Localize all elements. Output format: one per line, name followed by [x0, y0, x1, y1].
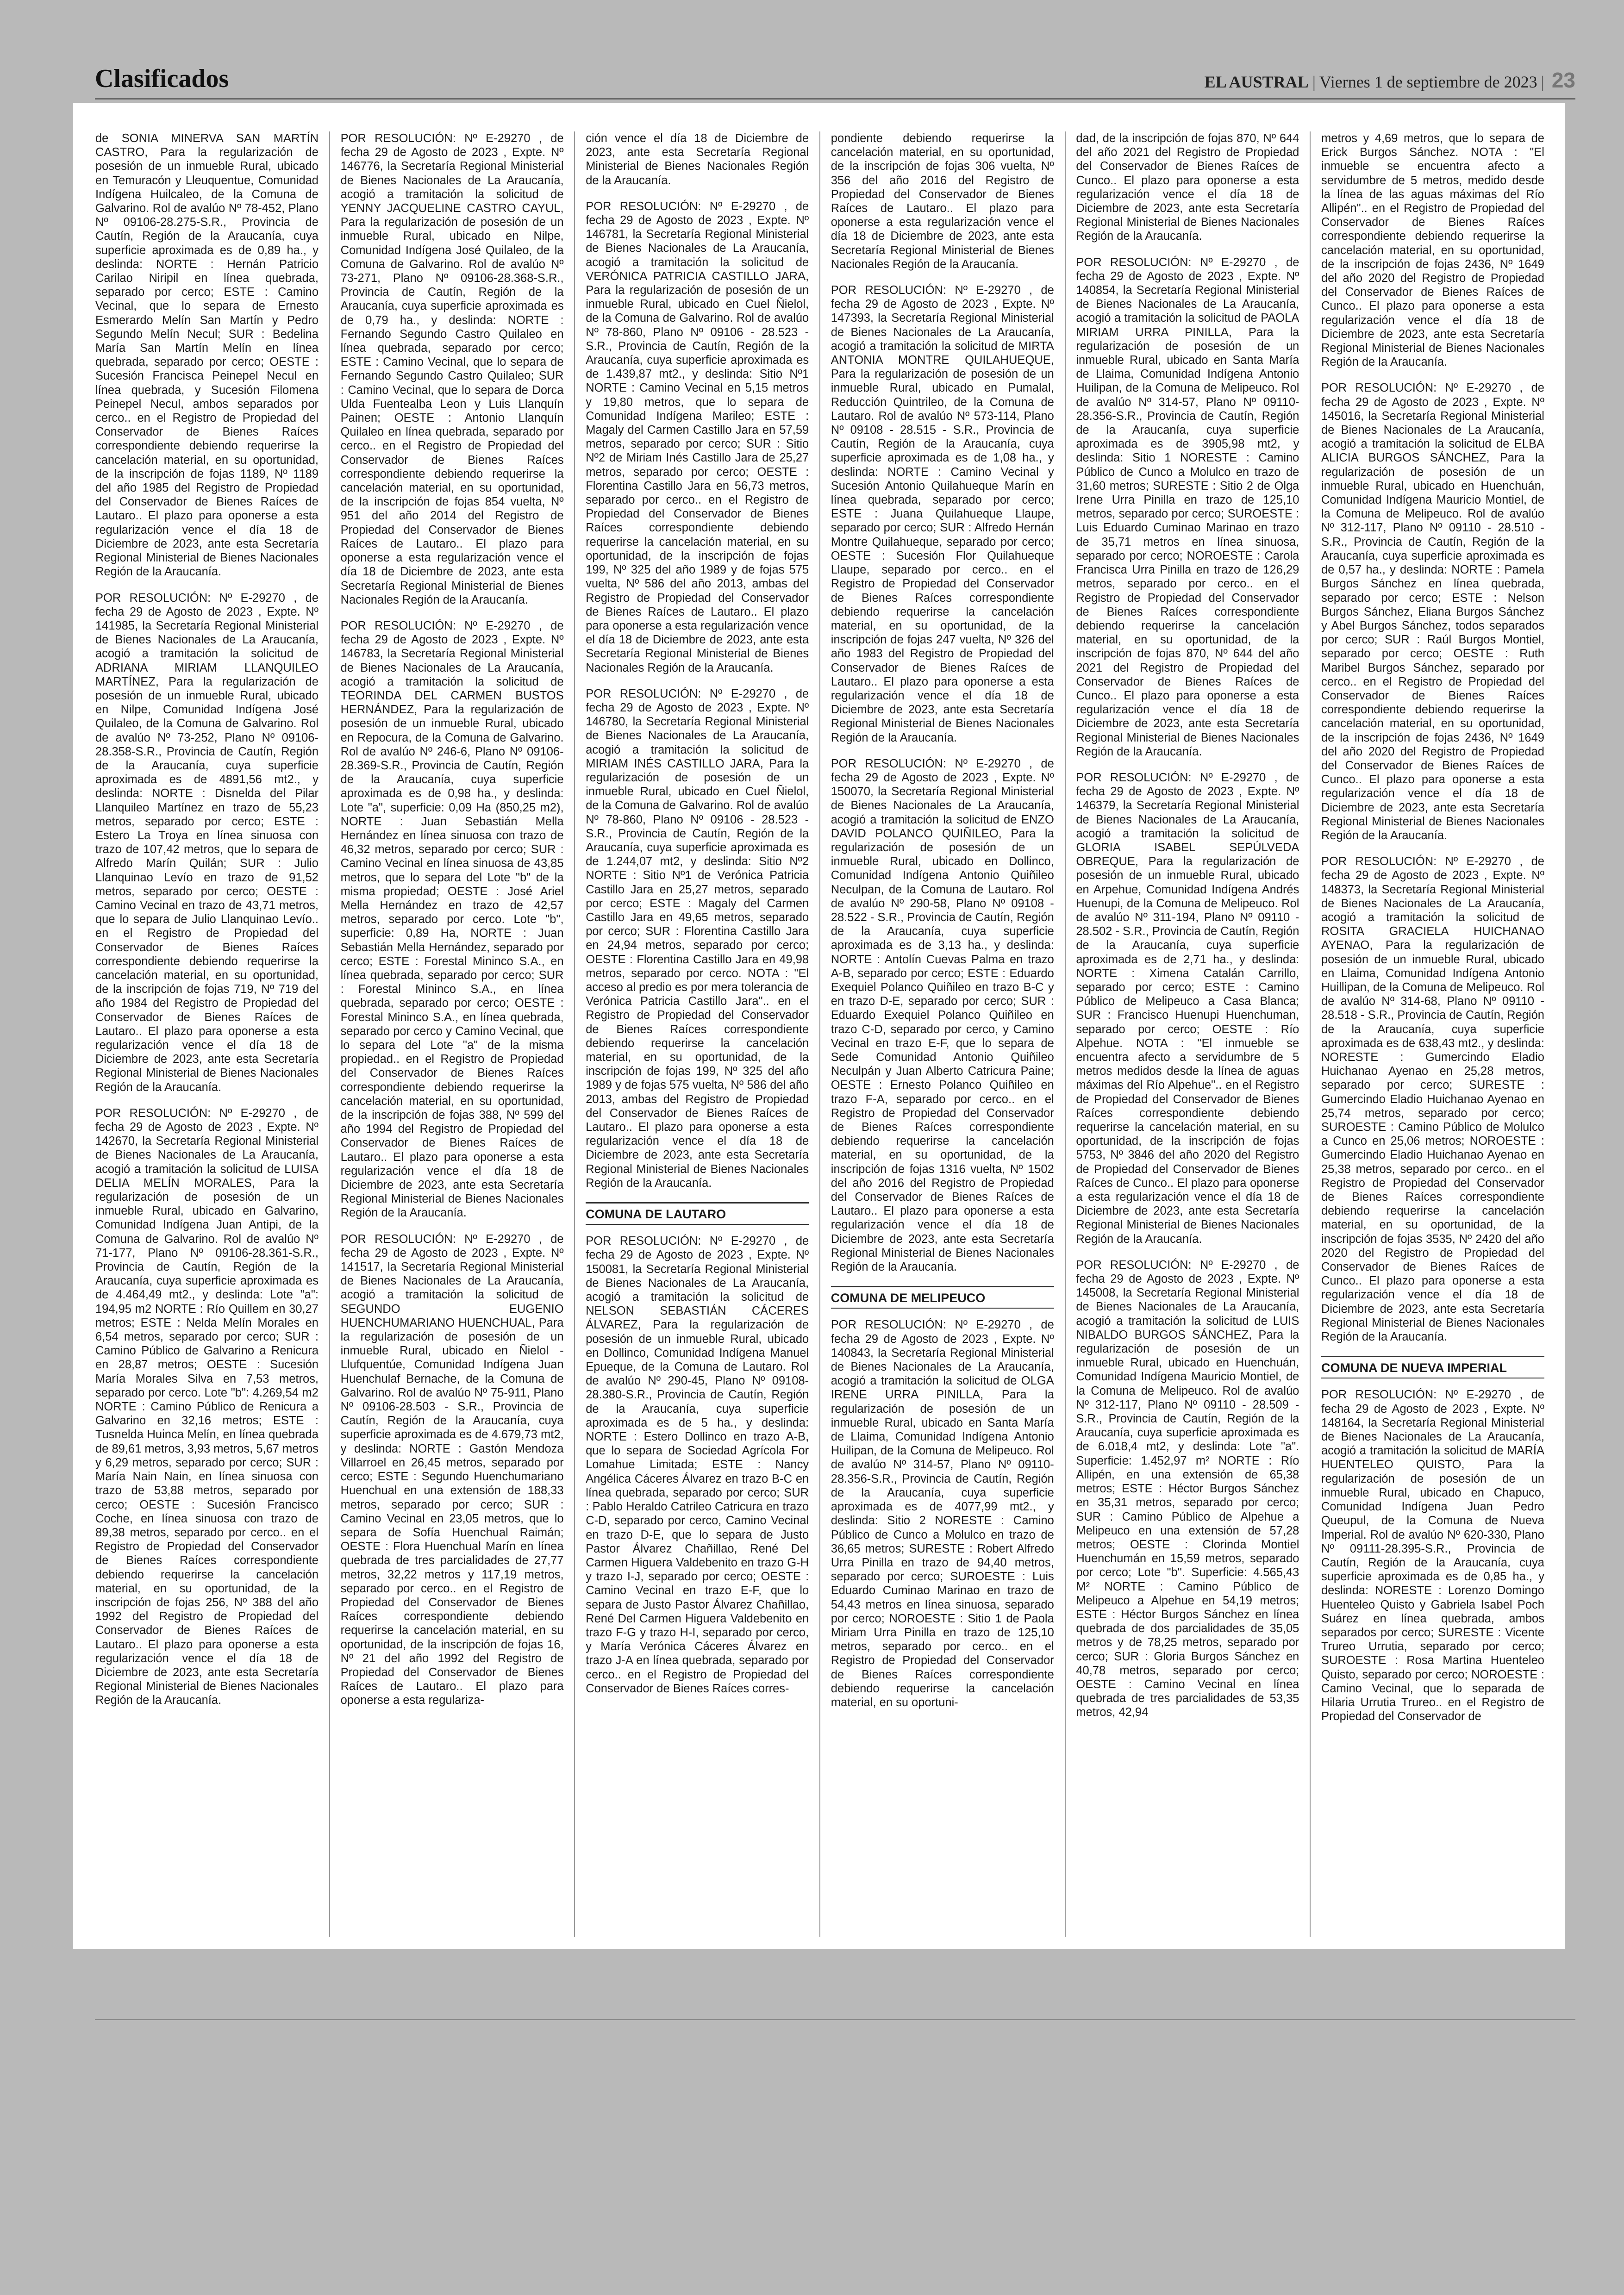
columns-container [95, 131, 1544, 1937]
issue-date: Viernes 1 de septiembre de 2023 [1319, 73, 1537, 91]
legal-notice: POR RESOLUCIÓN: Nº E-29270 , de fecha 29 de Agosto de 2023 , Expte. Nº 140854, la Secretaría Regional Ministerial de Bienes Nacionales de La Araucanía, acogió a tramitación la solicitud de PAOLA MIRIAM URRA PINILLA, Para la regularización de posesión de un inmueble Rural, ubicado en Santa María de Llaima, Comunidad Indígena Antonio Huilipan, de la Comuna de Melipeuco. Rol de avalúo Nº 314-57, Plano Nº 09110-28.356-S.R., Provincia de Cautín, Región de la Araucanía, cuya superficie aproximada es de 3905,98 mt2, y deslinda: Sitio 1 NORESTE : Camino Público de Cunco a Molulco en trazo de 31,60 metros; SURESTE : Sitio 2 de Olga Irene Urra Pinilla en trazo de 125,10 metros, separado por cerco; SUROESTE : Luis Eduardo Cuminao Marinao en trazo de 35,71 metros en línea sinuosa, separado por cerco; NOROESTE : Carola Francisca Urra Pinilla en trazo de 126,29 metros, separado por cerco.. en el Registro de Propiedad del Conservador de Bienes Raíces correspondiente debiendo requerirse la cancelación material, en su oportunidad, de la inscripción de fojas 870, Nº 644 del año 2021 del Registro de Propiedad del Conservador de Bienes Raíces de Cunco.. El plazo para oponerse a esta regularización vence el día 18 de Diciembre de 2023, ante esta Secretaría Regional Ministerial de Bienes Nacionales Región de la Araucanía. [1076, 256, 1299, 758]
legal-notice: POR RESOLUCIÓN: Nº E-29270 , de fecha 29 de Agosto de 2023 , Expte. Nº 145016, la Secretaría Regional Ministerial de Bienes Nacionales de La Araucanía, acogió a tramitación la solicitud de ELBA ALICIA BURGOS SÁNCHEZ, Para la regularización de posesión de un inmueble Rural, ubicado en Huenchuán, Comunidad Indígena Mauricio Montiel, de la Comuna de Melipeuco. Rol de avalúo Nº 312-117, Plano Nº 09110 - 28.510 - S.R., Provincia de Cautín, Región de la Araucanía, cuya superficie aproximada es de 0,57 ha., y deslinda: NORTE : Pamela Burgos Sánchez en línea quebrada, separado por cerco; ESTE : Nelson Burgos Sánchez, Eliana Burgos Sánchez y Abel Burgos Sánchez, todos separados por cerco; SUR : Raúl Burgos Montiel, separado por cerco; OESTE : Ruth Maribel Burgos Sánchez, separado por cerco.. en el Registro de Propiedad del Conservador de Bienes Raíces correspondiente debiendo requerirse la cancelación material, en su oportunidad, de la inscripción de fojas 2436, Nº 1649 del año 2020 del Registro de Propiedad del Conservador de Bienes Raíces de Cunco.. El plazo para oponerse a esta regularización vence el día 18 de Diciembre de 2023, ante esta Secretaría Regional Ministerial de Bienes Nacionales Región de la Araucanía. [1321, 381, 1544, 842]
legal-notice: POR RESOLUCIÓN: Nº E-29270 , de fecha 29 de Agosto de 2023 , Expte. Nº 141517, la Secretaría Regional Ministerial de Bienes Nacionales de La Araucanía, acogió a tramitación la solicitud de SEGUNDO EUGENIO HUENCHUMARIANO HUENCHUAL, Para la regularización de posesión de un inmueble Rural, ubicado en Ñielol - Llufquentúe, Comunidad Indígena Juan Huenchulaf Bernache, de la Comuna de Galvarino. Rol de avalúo Nº 75-911, Plano Nº 09106-28.503 - S.R., Provincia de Cautín, Región de la Araucanía, cuya superficie aproximada es de 4.679,73 mt2, y deslinda: NORTE : Gastón Mendoza Villarroel en 26,45 metros, separado por cerco; ESTE : Segundo Huenchumariano Huenchual en una extensión de 188,33 metros, separado por cerco; SUR : Camino Vecinal en 23,05 metros, que lo separa de Sofía Huenchual Raimán; OESTE : Flora Huenchual Marín en línea quebrada de tres parcialidades de 27,77 metros, 32,22 metros y 117,19 metros, separado por cerco.. en el Registro de Propiedad del Conservador de Bienes Raíces correspondiente debiendo requerirse la cancelación material, en su oportunidad, de la inscripción de fojas 16, Nº 21 del año 1992 del Registro de Propiedad del Conservador de Bienes Raíces de Lautaro.. El plazo para oponerse a esta regulariza- [340, 1232, 564, 1707]
column-divider [1065, 131, 1066, 1937]
legal-notice: POR RESOLUCIÓN: Nº E-29270 , de fecha 29 de Agosto de 2023 , Expte. Nº 150081, la Secretaría Regional Ministerial de Bienes Nacionales de La Araucanía, acogió a tramitación la solicitud de NELSON SEBASTIÁN CÁCERES ÁLVAREZ, Para la regularización de posesión de un inmueble Rural, ubicado en Dollinco, Comunidad Indígena Manuel Epueque, de la Comuna de Lautaro. Rol de avalúo Nº 290-45, Plano Nº 09108-28.380-S.R., Provincia de Cautín, Región de la Araucanía, cuya superficie aproximada es de 5 ha., y deslinda: NORTE : Estero Dollinco en trazo A-B, que lo separa de Sociedad Agrícola For Lomahue Limitada; ESTE : Nancy Angélica Cáceres Álvarez en trazo B-C en línea quebrada, separado por cerco; SUR : Pablo Heraldo Catrileo Catricura en trazo C-D, separado por cerco, Camino Vecinal en trazo D-E, que lo separa de Justo Pastor Álvarez Chañillao, René Del Carmen Higuera Valdebenito en trazo G-H y trazo I-J, separado por cerco; OESTE : Camino Vecinal en trazo E-F, que lo separa de Justo Pastor Álvarez Chañillao, René Del Carmen Higuera Valdebenito en trazo F-G y trazo H-I, separado por cerco, y María Verónica Cáceres Álvarez en trazo J-A en línea quebrada, separado por cerco.. en el Registro de Propiedad del Conservador de Bienes Raíces corres- [586, 1235, 809, 1695]
legal-notice: POR RESOLUCIÓN: Nº E-29270 , de fecha 29 de Agosto de 2023 , Expte. Nº 141985, la Secretaría Regional Ministerial de Bienes Nacionales de La Araucanía, acogió a tramitación la solicitud de ADRIANA MIRIAM LLANQUILEO MARTÍNEZ, Para la regularización de posesión de un inmueble Rural, ubicado en Nilpe, Comunidad Indígena José Quilaleo, de la Comuna de Galvarino. Rol de avalúo Nº 73-252, Plano Nº 09106-28.358-S.R., Provincia de Cautín, Región de la Araucanía, cuya superficie aproximada es de 4891,56 mt2., y deslinda: NORTE : Disnelda del Pilar Llanquileo Martínez en trazo de 55,23 metros, separado por cerco; ESTE : Estero La Troya en línea sinuosa con trazo de 107,42 metros, que lo separa de Alfredo Marín Quilán; SUR : Julio Llanquinao Levío en trazo de 91,52 metros, separado por cerco; OESTE : Camino Vecinal en trazo de 43,71 metros, que lo separa de Julio Llanquinao Levío.. en el Registro de Propiedad del Conservador de Bienes Raíces correspondiente debiendo requerirse la cancelación material, en su oportunidad, de la inscripción de fojas 719, Nº 719 del año 1984 del Registro de Propiedad del Conservador de Bienes Raíces de Lautaro.. El plazo para oponerse a esta regularización vence el día 18 de Diciembre de 2023, ante esta Secretaría Regional Ministerial de Bienes Nacionales Región de la Araucanía. [95, 591, 319, 1094]
text-column [586, 131, 809, 1937]
bottom-rule [95, 2019, 1575, 2020]
column-divider [819, 131, 820, 1937]
newspaper-brand: EL AUSTRAL [1204, 73, 1309, 91]
column-divider [1310, 131, 1311, 1937]
comuna-heading: COMUNA DE MELIPEUCO [831, 1286, 1054, 1309]
text-column [95, 131, 319, 1937]
legal-notice: POR RESOLUCIÓN: Nº E-29270 , de fecha 29 de Agosto de 2023 , Expte. Nº 146780, la Secretaría Regional Ministerial de Bienes Nacionales de La Araucanía, acogió a tramitación la solicitud de MIRIAM INÉS CASTILLO JARA, Para la regularización de posesión de un inmueble Rural, ubicado en Cuel Ñielol, de la Comuna de Galvarino. Rol de avalúo Nº 78-860, Plano Nº 09106 - 28.523 - S.R., Provincia de Cautín, Región de la Araucanía, cuya superficie aproximada es de 1.244,07 mt2, y deslinda: Sitio Nº2 NORTE : Sitio Nº1 de Verónica Patricia Castillo Jara en 25,27 metros, separado por cerco; ESTE : Magaly del Carmen Castillo Jara en 49,65 metros, separado por cerco; SUR : Florentina Castillo Jara en 24,94 metros, separado por cerco; OESTE : Florentina Castillo Jara en 49,98 metros, separado por cerco. NOTA : "El acceso al predio es por mera tolerancia de Verónica Patricia Castillo Jara".. en el Registro de Propiedad del Conservador de Bienes Raíces correspondiente debiendo requerirse la cancelación material, en su oportunidad, de la inscripción de fojas 199, Nº 325 del año 1989 y de fojas 575 vuelta, Nº 586 del año 2013, ambas del Registro de Propiedad del Conservador de Bienes Raíces de Lautaro.. El plazo para oponerse a esta regularización vence el día 18 de Diciembre de 2023, ante esta Secretaría Regional Ministerial de Bienes Nacionales Región de la Araucanía. [586, 687, 809, 1190]
comuna-heading: COMUNA DE NUEVA IMPERIAL [1321, 1356, 1544, 1378]
legal-notice: POR RESOLUCIÓN: Nº E-29270 , de fecha 29 de Agosto de 2023 , Expte. Nº 150070, la Secretaría Regional Ministerial de Bienes Nacionales de La Araucanía, acogió a tramitación la solicitud de ENZO DAVID POLANCO QUIÑILEO, Para la regularización de posesión de un inmueble Rural, ubicado en Dollinco, Comunidad Indígena Antonio Quiñileo Neculpan, de la Comuna de Lautaro. Rol de avalúo Nº 290-58, Plano Nº 09108 - 28.522 - S.R., Provincia de Cautín, Región de la Araucanía, cuya superficie aproximada es de 3,13 ha., y deslinda: NORTE : Antolín Cuevas Palma en trazo A-B, separado por cerco; ESTE : Eduardo Exequiel Polanco Quiñileo en trazo B-C y en trazo D-E, separado por cerco; SUR : Eduardo Exequiel Polanco Quiñileo en trazo C-D, separado por cerco, y Camino Vecinal en trazo E-F, que lo separa de Sede Comunidad Antonio Quiñileo Neculpán y Juan Alberto Catricura Paine; OESTE : Ernesto Polanco Quiñileo en trazo F-A, separado por cerco.. en el Registro de Propiedad del Conservador de Bienes Raíces correspondiente debiendo requerirse la cancelación material, en su oportunidad, de la inscripción de fojas 1316 vuelta, Nº 1502 del año 2016 del Registro de Propiedad del Conservador de Bienes Raíces de Lautaro.. El plazo para oponerse a esta regularización vence el día 18 de Diciembre de 2023, ante esta Secretaría Regional Ministerial de Bienes Nacionales Región de la Araucanía. [831, 757, 1054, 1274]
legal-notice: POR RESOLUCIÓN: Nº E-29270 , de fecha 29 de Agosto de 2023 , Expte. Nº 146783, la Secretaría Regional Ministerial de Bienes Nacionales de La Araucanía, acogió a tramitación la solicitud de TEORINDA DEL CARMEN BUSTOS HERNÁNDEZ, Para la regularización de posesión de un inmueble Rural, ubicado en Repocura, de la Comuna de Galvarino. Rol de avalúo Nº 246-6, Plano Nº 09106-28.369-S.R., Provincia de Cautín, Región de la Araucanía, cuya superficie aproximada es de 0,98 ha., y deslinda: Lote "a", superficie: 0,09 Ha (850,25 m2), NORTE : Juan Sebastián Mella Hernández en línea sinuosa con trazo de 46,32 metros, separado por cerco; SUR : Camino Vecinal en línea sinuosa de 43,85 metros, que lo separa del Lote "b" de la misma propiedad; OESTE : José Ariel Mella Hernández en trazo de 42,57 metros, separado por cerco. Lote "b", superficie: 0,89 Ha, NORTE : Juan Sebastián Mella Hernández, separado por cerco; ESTE : Forestal Mininco S.A., en línea quebrada, separado por cerco; SUR : Forestal Mininco S.A., en línea quebrada, separado por cerco; OESTE : Forestal Mininco S.A., en línea quebrada, separado por cerco y Camino Vecinal, que lo separa del Lote "a" de la misma propiedad.. en el Registro de Propiedad del Conservador de Bienes Raíces correspondiente debiendo requerirse la cancelación material, en su oportunidad, de la inscripción de fojas 388, Nº 599 del año 1994 del Registro de Propiedad del Conservador de Bienes Raíces de Lautaro.. El plazo para oponerse a esta regularización vence el día 18 de Diciembre de 2023, ante esta Secretaría Regional Ministerial de Bienes Nacionales Región de la Araucanía. [340, 619, 564, 1220]
legal-notice: POR RESOLUCIÓN: Nº E-29270 , de fecha 29 de Agosto de 2023 , Expte. Nº 146776, la Secretaría Regional Ministerial de Bienes Nacionales de La Araucanía, acogió a tramitación la solicitud de YENNY JACQUELINE CASTRO CAYUL, Para la regularización de posesión de un inmueble Rural, ubicado en Nilpe, Comunidad Indígena José Quilaleo, de la Comuna de Galvarino. Rol de avalúo Nº 73-271, Plano Nº 09106-28.368-S.R., Provincia de Cautín, Región de la Araucanía, cuya superficie aproximada es de 0,79 ha., y deslinda: NORTE : Fernando Segundo Castro Quilaleo en línea quebrada, separado por cerco; ESTE : Camino Vecinal, que lo separa de Fernando Segundo Castro Quilaleo; SUR : Camino Vecinal, que lo separa de Dorca Ulda Fuentealba Leon y Luis Llanquín Painen; OESTE : Antonio Llanquín Quilaleo en línea quebrada, separado por cerco.. en el Registro de Propiedad del Conservador de Bienes Raíces correspondiente debiendo requerirse la cancelación material, en su oportunidad, de la inscripción de fojas 854 vuelta, Nº 951 del año 2014 del Registro de Propiedad del Conservador de Bienes Raíces de Lautaro.. El plazo para oponerse a esta regularización vence el día 18 de Diciembre de 2023, ante esta Secretaría Regional Ministerial de Bienes Nacionales Región de la Araucanía. [340, 132, 564, 606]
legal-notice: de SONIA MINERVA SAN MARTÍN CASTRO, Para la regularización de posesión de un inmueble Rural, ubicado en Temuracón y Lleuquentue, Comunidad Indígena Huilcaleo, de la Comuna de Galvarino. Rol de avalúo Nº 78-452, Plano Nº 09106-28.275-S.R., Provincia de Cautín, Región de la Araucanía, cuya superficie aproximada es de 0,89 ha., y deslinda: NORTE : Hernán Patricio Carilao Niripil en línea quebrada, separado por cerco; ESTE : Camino Vecinal, que lo separa de Ernesto Esmerardo Melín San Martín y Pedro Segundo Melín Necul; SUR : Bedelina María San Martín Melín en línea quebrada, separado por cerco; OESTE : Sucesión Francisca Peinepel Necul en línea quebrada, y Sucesión Filomena Peinepel Necul, ambos separados por cerco.. en el Registro de Propiedad del Conservador de Bienes Raíces correspondiente debiendo requerirse la cancelación material, en su oportunidad, de la inscripción de fojas 1189, Nº 1189 del año 1985 del Registro de Propiedad del Conservador de Bienes Raíces de Lautaro.. El plazo para oponerse a esta regularización vence el día 18 de Diciembre de 2023, ante esta Secretaría Regional Ministerial de Bienes Nacionales Región de la Araucanía. [95, 132, 319, 579]
masthead [1205, 68, 1575, 93]
text-column [1321, 131, 1544, 1937]
legal-notice: POR RESOLUCIÓN: Nº E-29270 , de fecha 29 de Agosto de 2023 , Expte. Nº 140843, la Secretaría Regional Ministerial de Bienes Nacionales de La Araucanía, acogió a tramitación la solicitud de OLGA IRENE URRA PINILLA, Para la regularización de posesión de un inmueble Rural, ubicado en Santa María de Llaima, Comunidad Indígena Antonio Huilipan, de la Comuna de Melipeuco. Rol de avalúo Nº 314-57, Plano Nº 09110-28.356-S.R., Provincia de Cautín, Región de la Araucanía, cuya superficie aproximada es de 4077,99 mt2., y deslinda: Sitio 2 NORESTE : Camino Público de Cunco a Molulco en trazo de 36,65 metros; SURESTE : Robert Alfredo Urra Pinilla en trazo de 94,40 metros, separado por cerco; SUROESTE : Luis Eduardo Cuminao Marinao en trazo de 54,43 metros en línea sinuosa, separado por cerco; NOROESTE : Sitio 1 de Paola Miriam Urra Pinilla en trazo de 125,10 metros, separado por cerco.. en el Registro de Propiedad del Conservador de Bienes Raíces correspondiente debiendo requerirse la cancelación material, en su oportuni- [831, 1318, 1054, 1709]
comuna-heading: COMUNA DE LAUTARO [586, 1202, 809, 1225]
legal-notice: dad, de la inscripción de fojas 870, Nº 644 del año 2021 del Registro de Propiedad del Conservador de Bienes Raíces de Cunco.. El plazo para oponerse a esta regularización vence el día 18 de Diciembre de 2023, ante esta Secretaría Regional Ministerial de Bienes Nacionales Región de la Araucanía. [1076, 132, 1299, 243]
masthead-separator: | [1312, 73, 1316, 91]
text-column [341, 131, 564, 1937]
column-divider [574, 131, 575, 1937]
text-column [1076, 131, 1299, 1937]
legal-notice: metros y 4,69 metros, que lo separa de Erick Burgos Sánchez. NOTA : "El inmueble se encuentra afecto a servidumbre de 5 metros, medido desde la línea de las aguas máximas del Río Allipén".. en el Registro de Propiedad del Conservador de Bienes Raíces correspondiente debiendo requerirse la cancelación material, en su oportunidad, de la inscripción de fojas 2436, Nº 1649 del año 2020 del Registro de Propiedad del Conservador de Bienes Raíces de Cunco.. El plazo para oponerse a esta regularización vence el día 18 de Diciembre de 2023, ante esta Secretaría Regional Ministerial de Bienes Nacionales Región de la Araucanía. [1321, 132, 1544, 369]
masthead-separator: | [1541, 73, 1544, 91]
text-column [831, 131, 1054, 1937]
legal-notice: POR RESOLUCIÓN: Nº E-29270 , de fecha 29 de Agosto de 2023 , Expte. Nº 148164, la Secretaría Regional Ministerial de Bienes Nacionales de La Araucanía, acogió a tramitación la solicitud de MARÍA HUENTELEO QUISTO, Para la regularización de posesión de un inmueble Rural, ubicado en Chapuco, Comunidad Indígena Juan Pedro Queupul, de la Comuna de Nueva Imperial. Rol de avalúo Nº 620-330, Plano Nº 09111-28.395-S.R., Provincia de Cautín, Región de la Araucanía, cuya superficie aproximada es de 0,85 ha., y deslinda: NORESTE : Lorenzo Domingo Huenteleo Quisto y Gabriela Isabel Poch Suárez en línea quebrada, ambos separados por cerco; SURESTE : Vicente Trureo Urrutia, separado por cerco; SUROESTE : Rosa Martina Huenteleo Quisto, separado por cerco; NOROESTE : Camino Vecinal, que lo separada de Hilaria Urrutia Trureo.. en el Registro de Propiedad del Conservador de [1321, 1388, 1544, 1723]
header-rule [95, 98, 1575, 100]
legal-notice: ción vence el día 18 de Diciembre de 2023, ante esta Secretaría Regional Ministerial de Bienes Nacionales Región de la Araucanía. [586, 132, 809, 187]
page-number: 23 [1551, 68, 1575, 92]
legal-notice: POR RESOLUCIÓN: Nº E-29270 , de fecha 29 de Agosto de 2023 , Expte. Nº 146781, la Secretaría Regional Ministerial de Bienes Nacionales de La Araucanía, acogió a tramitación la solicitud de VERÓNICA PATRICIA CASTILLO JARA, Para la regularización de posesión de un inmueble Rural, ubicado en Cuel Ñielol, de la Comuna de Galvarino. Rol de avalúo Nº 78-860, Plano Nº 09106 - 28.523 - S.R., Provincia de Cautín, Región de la Araucanía, cuya superficie aproximada es de 1.439,87 mt2., y deslinda: Sitio Nº1 NORTE : Camino Vecinal en 5,15 metros y 19,80 metros, que lo separa de Comunidad Indígena Marileo; ESTE : Magaly del Carmen Castillo Jara en 57,59 metros, separado por cerco; SUR : Sitio Nº2 de Miriam Inés Castillo Jara de 25,27 metros, separado por cerco; OESTE : Florentina Castillo Jara en 56,73 metros, separado por cerco.. en el Registro de Propiedad del Conservador de Bienes Raíces correspondiente debiendo requerirse la cancelación material, en su oportunidad, de la inscripción de fojas 199, Nº 325 del año 1989 y de fojas 575 vuelta, Nº 586 del año 2013, ambas del Registro de Propiedad del Conservador de Bienes Raíces de Lautaro.. El plazo para oponerse a esta regularización vence el día 18 de Diciembre de 2023, ante esta Secretaría Regional Ministerial de Bienes Nacionales Región de la Araucanía. [586, 200, 809, 674]
legal-notice: POR RESOLUCIÓN: Nº E-29270 , de fecha 29 de Agosto de 2023 , Expte. Nº 145008, la Secretaría Regional Ministerial de Bienes Nacionales de La Araucanía, acogió a tramitación la solicitud de LUIS NIBALDO BURGOS SÁNCHEZ, Para la regularización de posesión de un inmueble Rural, ubicado en Huenchuán, Comunidad Indígena Mauricio Montiel, de la Comuna de Melipeuco. Rol de avalúo Nº 312-117, Plano Nº 09110 - 28.509 - S.R., Provincia de Cautín, Región de la Araucanía, cuya superficie aproximada es de 6.018,4 mt2, y deslinda: Lote "a". Superficie: 1.452,97 m² NORTE : Río Allipén, en una extensión de 65,38 metros; ESTE : Héctor Burgos Sánchez en 35,31 metros, separado por cerco; SUR : Camino Público de Alpehue a Melipeuco en una extensión de 57,28 metros; OESTE : Clorinda Montiel Huenchumán en 15,59 metros, separado por cerco; Lote "b". Superficie: 4.565,43 M² NORTE : Camino Público de Melipeuco a Alpehue en 54,19 metros; ESTE : Héctor Burgos Sánchez en línea quebrada de dos parcialidades de 35,05 metros y de 78,25 metros, separado por cerco; SUR : Gloria Burgos Sánchez en 40,78 metros, separado por cerco; OESTE : Camino Vecinal en línea quebrada de tres parcialidades de 53,35 metros, 42,94 [1076, 1258, 1299, 1719]
legal-notice: POR RESOLUCIÓN: Nº E-29270 , de fecha 29 de Agosto de 2023 , Expte. Nº 146379, la Secretaría Regional Ministerial de Bienes Nacionales de La Araucanía, acogió a tramitación la solicitud de GLORIA ISABEL SEPÚLVEDA OBREQUE, Para la regularización de posesión de un inmueble Rural, ubicado en Arpehue, Comunidad Indígena Andrés Huenupi, de la Comuna de Melipeuco. Rol de avalúo Nº 311-194, Plano Nº 09110 - 28.502 - S.R., Provincia de Cautín, Región de la Araucanía, cuya superficie aproximada es de 2,71 ha., y deslinda: NORTE : Ximena Catalán Carrillo, separado por cerco; ESTE : Camino Público de Melipeuco a Casa Blanca; SUR : Francisco Huenupi Huenchuman, separado por cerco; OESTE : Río Alpehue. NOTA : "El inmueble se encuentra afecto a servidumbre de 5 metros medidos desde la línea de aguas máximas del Río Alpehue".. en el Registro de Propiedad del Conservador de Bienes Raíces correspondiente debiendo requerirse la cancelación material, en su oportunidad, de la inscripción de fojas 5753, Nº 3846 del año 2020 del Registro de Propiedad del Conservador de Bienes Raíces de Cunco.. El plazo para oponerse a esta regularización vence el día 18 de Diciembre de 2023, ante esta Secretaría Regional Ministerial de Bienes Nacionales Región de la Araucanía. [1076, 771, 1299, 1246]
page-header [95, 61, 1575, 98]
legal-notice: POR RESOLUCIÓN: Nº E-29270 , de fecha 29 de Agosto de 2023 , Expte. Nº 142670, la Secretaría Regional Ministerial de Bienes Nacionales de La Araucanía, acogió a tramitación la solicitud de LUISA DELIA MELÍN MORALES, Para la regularización de posesión de un inmueble Rural, ubicado en Galvarino, Comunidad Indígena Juan Antipi, de la Comuna de Galvarino. Rol de avalúo Nº 71-177, Plano Nº 09106-28.361-S.R., Provincia de Cautín, Región de la Araucanía, cuya superficie aproximada es de 4.464,49 mt2., y deslinda: Lote "a": 194,95 m2 NORTE : Río Quillem en 30,27 metros; ESTE : Nelda Melín Morales en 6,54 metros, separado por cerco; SUR : Camino Público de Galvarino a Renicura en 28,87 metros; OESTE : Sucesión María Morales Silva en 7,53 metros, separado por cerco. Lote "b": 4.269,54 m2 NORTE : Camino Público de Renicura a Galvarino en 32,16 metros; ESTE : Tusnelda Huinca Melín, en línea quebrada de 89,61 metros, 3,93 metros, 5,67 metros y 6,29 metros, separado por cerco; SUR : María Nain Nain, en línea sinuosa con trazo de 53,88 metros, separado por cerco; OESTE : Sucesión Francisco Coche, en línea sinuosa con trazo de 89,38 metros, separado por cerco.. en el Registro de Propiedad del Conservador de Bienes Raíces correspondiente debiendo requerirse la cancelación material, en su oportunidad, de la inscripción de fojas 256, Nº 388 del año 1992 del Registro de Propiedad del Conservador de Bienes Raíces de Lautaro.. El plazo para oponerse a esta regularización vence el día 18 de Diciembre de 2023, ante esta Secretaría Regional Ministerial de Bienes Nacionales Región de la Araucanía. [95, 1106, 319, 1707]
column-divider [329, 131, 330, 1937]
section-title: Clasificados [95, 64, 229, 93]
legal-notice: POR RESOLUCIÓN: Nº E-29270 , de fecha 29 de Agosto de 2023 , Expte. Nº 147393, la Secretaría Regional Ministerial de Bienes Nacionales de La Araucanía, acogió a tramitación la solicitud de MIRTA ANTONIA MONTRE QUILAHUEQUE, Para la regularización de posesión de un inmueble Rural, ubicado en Pumalal, Reducción Quintrileo, de la Comuna de Lautaro. Rol de avalúo Nº 573-114, Plano Nº 09108 - 28.515 - S.R., Provincia de Cautín, Región de la Araucanía, cuya superficie aproximada es de 1,08 ha., y deslinda: NORTE : Camino Vecinal y Sucesión Antonio Quilahueque Marín en línea quebrada, separado por cerco; ESTE : Juana Quilahueque Llaupe, separado por cerco; SUR : Alfredo Hernán Montre Quilahueque, separado por cerco; OESTE : Sucesión Flor Quilahueque Llaupe, separado por cerco.. en el Registro de Propiedad del Conservador de Bienes Raíces correspondiente debiendo requerirse la cancelación material, en su oportunidad, de la inscripción de fojas 247 vuelta, Nº 326 del año 1983 del Registro de Propiedad del Conservador de Bienes Raíces de Lautaro.. El plazo para oponerse a esta regularización vence el día 18 de Diciembre de 2023, ante esta Secretaría Regional Ministerial de Bienes Nacionales Región de la Araucanía. [831, 284, 1054, 744]
classifieds-sheet [73, 103, 1565, 1949]
legal-notice: pondiente debiendo requerirse la cancelación material, en su oportunidad, de la inscripción de fojas 306 vuelta, Nº 356 del año 2016 del Registro de Propiedad del Conservador de Bienes Raíces de Lautaro.. El plazo para oponerse a esta regularización vence el día 18 de Diciembre de 2023, ante esta Secretaría Regional Ministerial de Bienes Nacionales Región de la Araucanía. [831, 132, 1054, 271]
legal-notice: POR RESOLUCIÓN: Nº E-29270 , de fecha 29 de Agosto de 2023 , Expte. Nº 148373, la Secretaría Regional Ministerial de Bienes Nacionales de La Araucanía, acogió a tramitación la solicitud de ROSITA GRACIELA HUICHANAO AYENAO, Para la regularización de posesión de un inmueble Rural, ubicado en Llaima, Comunidad Indígena Antonio Huillipan, de la Comuna de Melipeuco. Rol de avalúo Nº 314-68, Plano Nº 09110 - 28.518 - S.R., Provincia de Cautín, Región de la Araucanía, cuya superficie aproximada es de 638,43 mt2., y deslinda: NORESTE : Gumercindo Eladio Huichanao Ayenao en 25,28 metros, separado por cerco; SURESTE : Gumercindo Eladio Huichanao Ayenao en 25,74 metros, separado por cerco; SUROESTE : Camino Público de Molulco a Cunco en 25,06 metros; NOROESTE : Gumercindo Eladio Huichanao Ayenao en 25,38 metros, separado por cerco.. en el Registro de Propiedad del Conservador de Bienes Raíces correspondiente debiendo requerirse la cancelación material, en su oportunidad, de la inscripción de fojas 3535, Nº 2420 del año 2020 del Registro de Propiedad del Conservador de Bienes Raíces de Cunco.. El plazo para oponerse a esta regularización vence el día 18 de Diciembre de 2023, ante esta Secretaría Regional Ministerial de Bienes Nacionales Región de la Araucanía. [1321, 855, 1544, 1344]
